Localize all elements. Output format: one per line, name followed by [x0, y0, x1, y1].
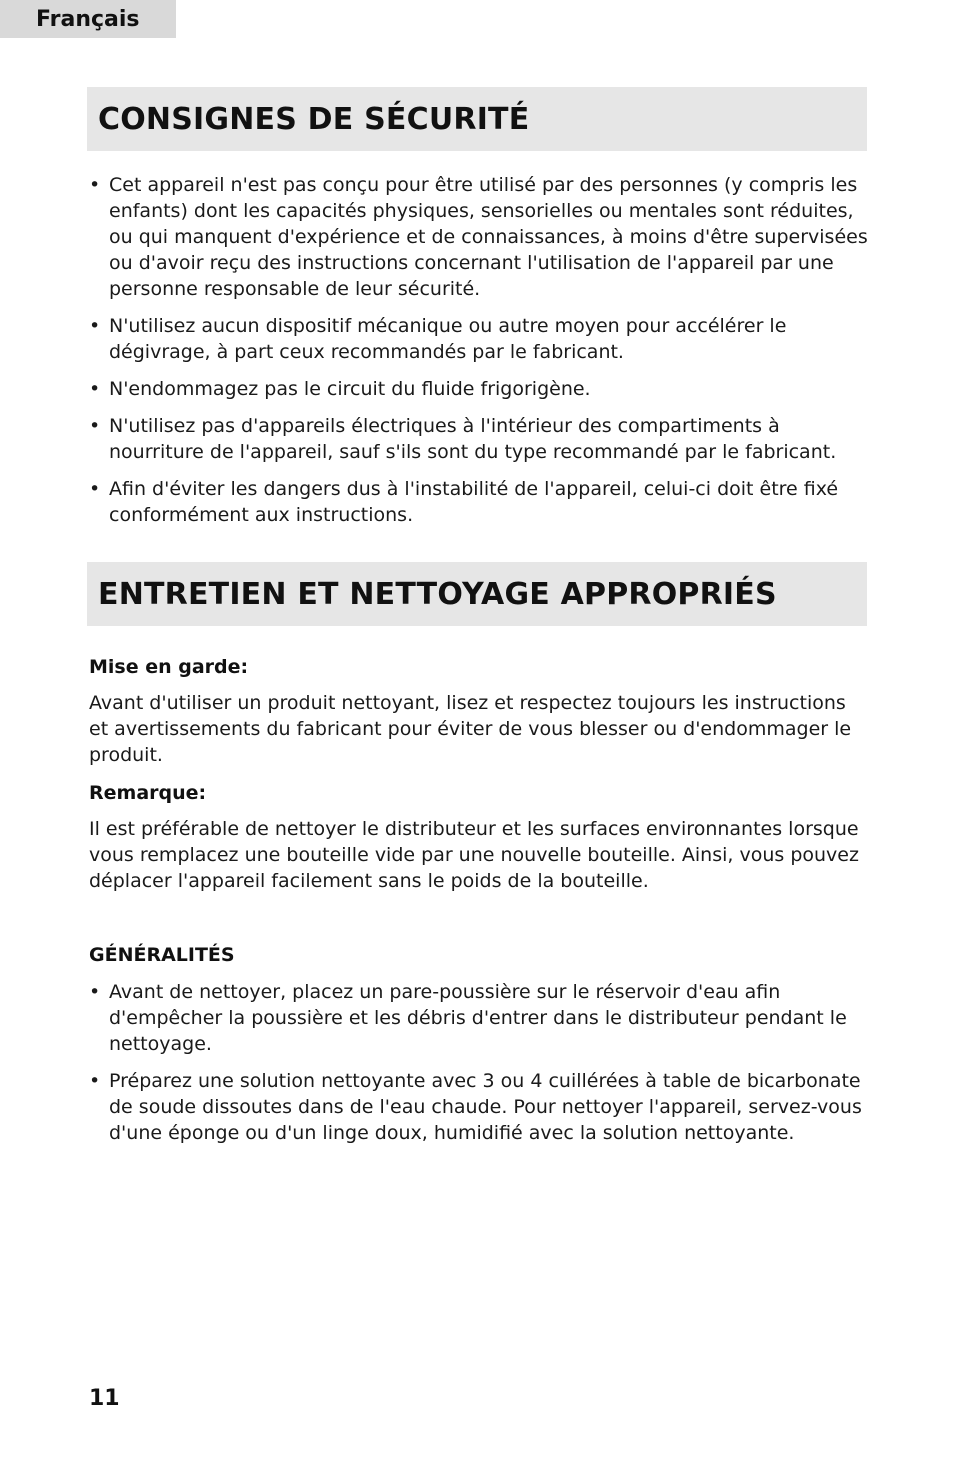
list-item-text: N'utilisez aucun dispositif mécanique ou autre moyen pour accélérer le dégivrage, à part ceux recommandés par le fabricant. [109, 315, 787, 363]
list-item: • Cet appareil n'est pas conçu pour être utilisé par des personnes (y compris les enfants) dont les capacités physiques, sensorielles ou mentales sont réduites, ou qui manquent d'expérience et de connaissances, à moins d'être supervisées ou d'avoir reçu des instructions concernant l'utilisation de l'appareil par une personne responsable de leur sécurité. [89, 174, 868, 300]
list-item: • N'utilisez pas d'appareils électriques à l'intérieur des compartiments à nourriture de l'appareil, sauf s'ils sont du type recommandé par le fabricant. [89, 415, 837, 463]
note-label: Remarque: [89, 782, 207, 804]
list-item-text: N'endommagez pas le circuit du fluide frigorigène. [109, 378, 591, 400]
page-number: 11 [89, 1386, 120, 1411]
general-bullet-list [89, 979, 869, 1157]
list-item-text: N'utilisez pas d'appareils électriques à l'intérieur des compartiments à nourriture de l'appareil, sauf s'ils sont du type recommandé par le fabricant. [109, 415, 837, 463]
maintenance-section-title: ENTRETIEN ET NETTOYAGE APPROPRIÉS [87, 562, 867, 626]
list-item: • Avant de nettoyer, placez un pare-poussière sur le réservoir d'eau afin d'empêcher la poussière et les débris d'entrer dans le distributeur pendant le nettoyage. [89, 981, 847, 1055]
caution-text: Avant d'utiliser un produit nettoyant, lisez et respectez toujours les instructions et avertissements du fabricant pour éviter de vous blesser ou d'endommager le produit. [89, 692, 852, 766]
safety-bullet-list [89, 172, 869, 539]
list-item-text: Cet appareil n'est pas conçu pour être utilisé par des personnes (y compris les enfants) dont les capacités physiques, sensorielles ou mentales sont réduites, ou qui manquent d'expérience et de connaissances, à moins d'être supervisées ou d'avoir reçu des instructions concernant l'utilisation de l'appareil par une personne responsable de leur sécurité. [109, 174, 868, 300]
language-tab: Français [0, 0, 176, 38]
caution-label: Mise en garde: [89, 656, 249, 678]
list-item-text: Afin d'éviter les dangers dus à l'instabilité de l'appareil, celui-ci doit être fixé conformément aux instructions. [109, 478, 839, 526]
list-item: • Préparez une solution nettoyante avec 3 ou 4 cuillérées à table de bicarbonate de soude dissoutes dans de l'eau chaude. Pour nettoyer l'appareil, servez-vous d'une éponge ou d'un linge doux, humidifié avec la solution nettoyante. [89, 1070, 862, 1144]
general-label: GÉNÉRALITÉS [89, 944, 235, 966]
list-item: • Afin d'éviter les dangers dus à l'instabilité de l'appareil, celui-ci doit être fixé conformément aux instructions. [89, 478, 839, 526]
note-text: Il est préférable de nettoyer le distributeur et les surfaces environnantes lorsque vous remplacez une bouteille vide par une nouvelle bouteille. Ainsi, vous pouvez déplacer l'appareil facilement sans le poids de la bouteille. [89, 818, 859, 892]
list-item: • N'utilisez aucun dispositif mécanique ou autre moyen pour accélérer le dégivrage, à part ceux recommandés par le fabricant. [89, 315, 787, 363]
safety-section-title: CONSIGNES DE SÉCURITÉ [87, 87, 867, 151]
list-item: • N'endommagez pas le circuit du fluide frigorigène. [89, 378, 591, 400]
list-item-text: Avant de nettoyer, placez un pare-poussière sur le réservoir d'eau afin d'empêcher la poussière et les débris d'entrer dans le distributeur pendant le nettoyage. [109, 981, 847, 1055]
list-item-text: Préparez une solution nettoyante avec 3 ou 4 cuillérées à table de bicarbonate de soude dissoutes dans de l'eau chaude. Pour nettoyer l'appareil, servez-vous d'une éponge ou d'un linge doux, humidifié avec la solution nettoyante. [109, 1070, 862, 1144]
